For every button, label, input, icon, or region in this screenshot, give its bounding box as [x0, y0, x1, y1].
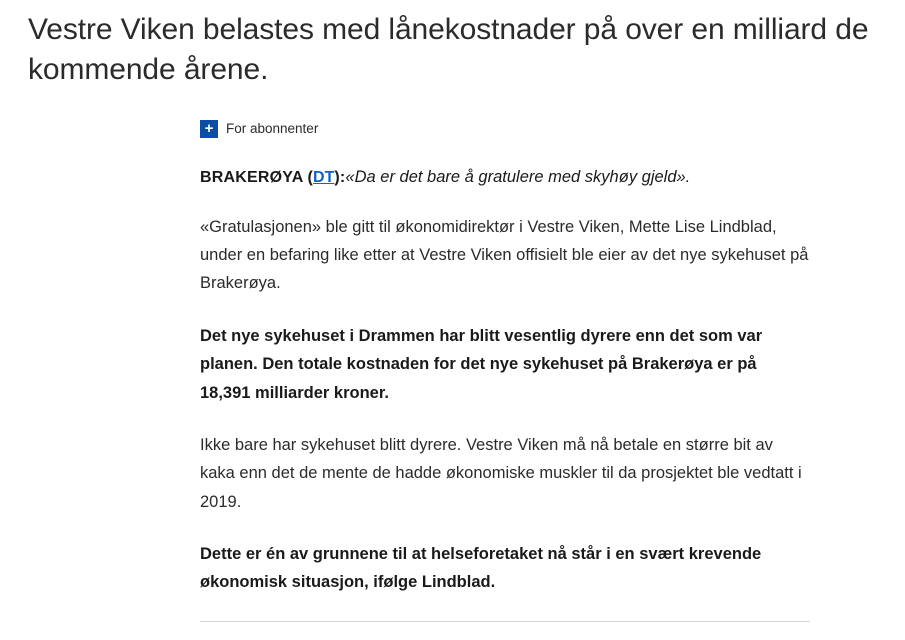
article-paragraph: Dette er én av grunnene til at helseforetaket nå står i en svært krevende økonomisk situasjon, ifølge Lindblad.: [200, 545, 762, 592]
dt-link[interactable]: DT: [313, 168, 335, 186]
article-paragraph: Det nye sykehuset i Drammen har blitt vesentlig dyrere enn det som var planen. Den totale kostnaden for det nye sykehuset på Brakerøya er på 18,391 milliarder kroner.: [200, 326, 763, 402]
page-title: Vestre Viken belastes med lånekostnader på over en milliard de kommende årene.: [28, 13, 869, 86]
article-body: [0, 120, 905, 622]
plus-icon: +: [200, 120, 218, 138]
dateline-prefix: BRAKERØYA (: [200, 168, 314, 186]
lead-quote: «Da er det bare å gratulere med skyhøy gjeld».: [345, 167, 691, 186]
article-paragraph: «Gratulasjonen» ble gitt til økonomidirektør i Vestre Viken, Mette Lise Lindblad, under en befaring like etter at Vestre Viken offisielt ble eier av det nye sykehuset på Brakerøya.: [200, 217, 809, 293]
section-divider: [200, 621, 810, 622]
dateline-suffix: ):: [334, 168, 346, 186]
subscriber-label: For abonnenter: [226, 121, 319, 137]
subscriber-badge[interactable]: [200, 120, 810, 138]
article-paragraph: Ikke bare har sykehuset blitt dyrere. Vestre Viken må nå betale en større bit av kaka enn det de mente de hadde økonomiske muskler til da prosjektet ble vedtatt i 2019.: [200, 435, 802, 511]
article-lead: [200, 164, 810, 191]
